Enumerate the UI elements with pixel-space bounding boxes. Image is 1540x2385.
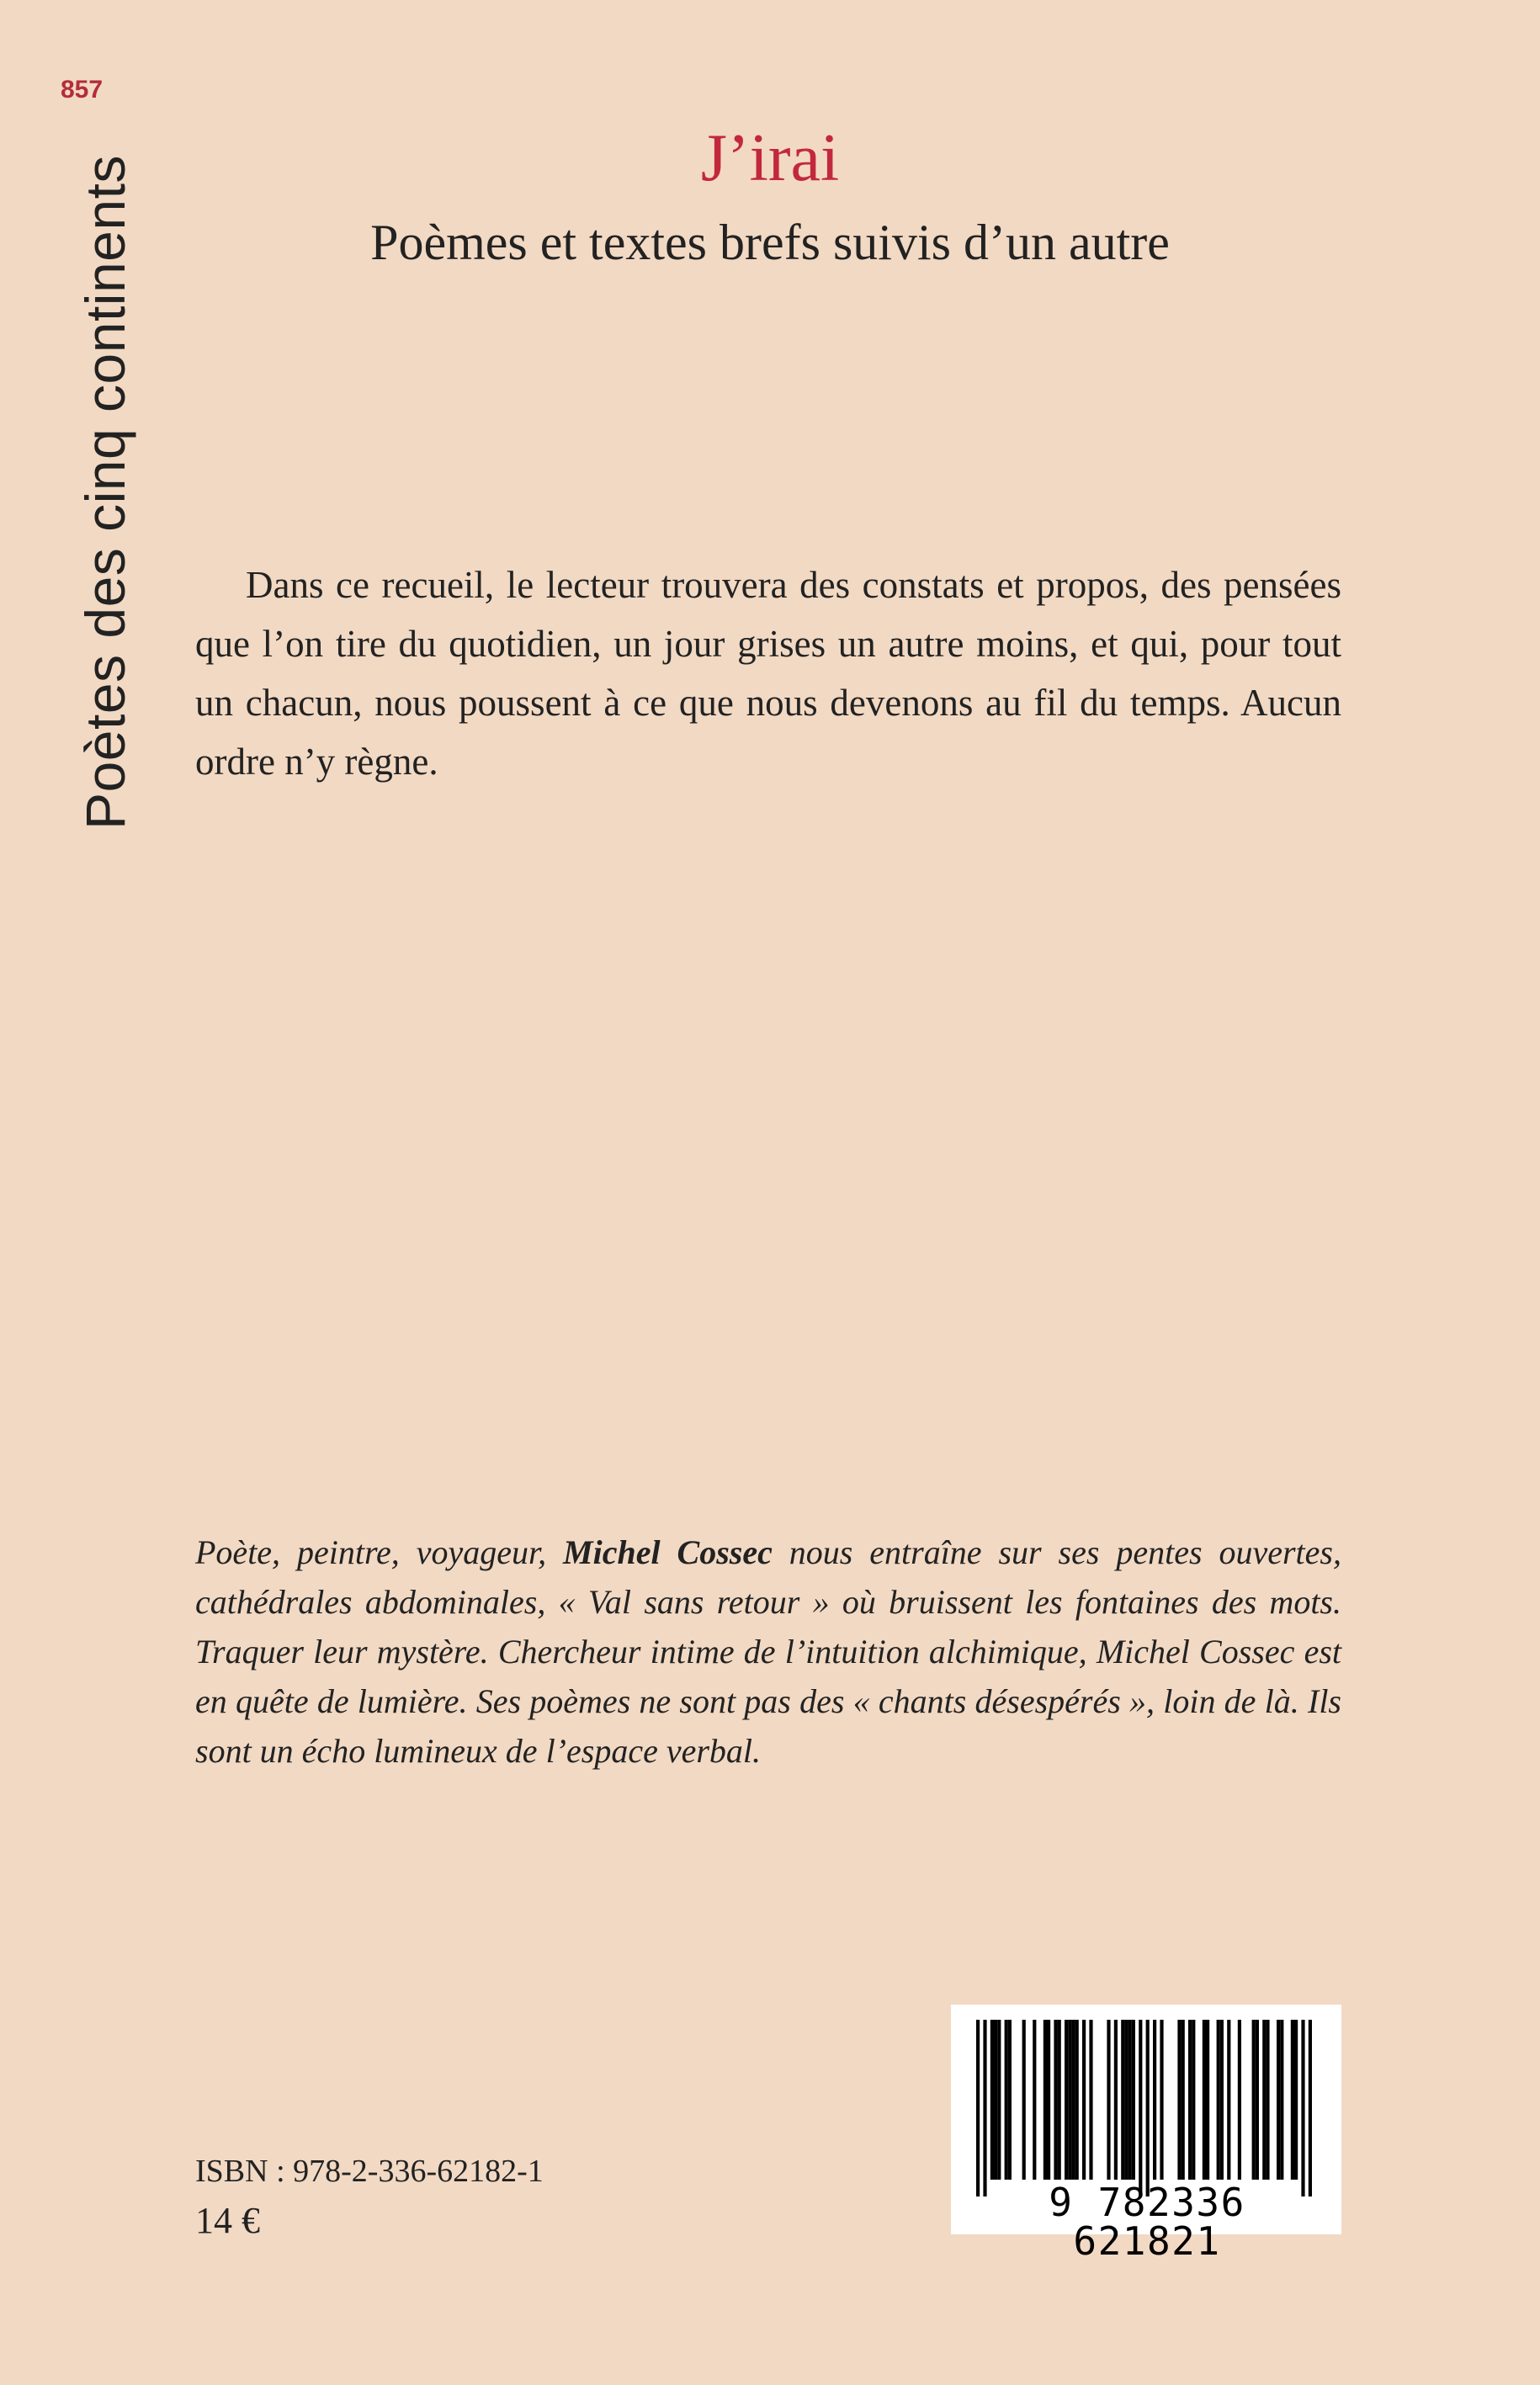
barcode-bar: [1065, 2020, 1068, 2180]
price-label: 14 €: [195, 2200, 260, 2241]
author-bio-intro: Poète, peintre, voyageur,: [195, 1533, 564, 1571]
barcode-bar: [1033, 2020, 1036, 2180]
barcode-bar: [1262, 2020, 1266, 2180]
barcode-bar: [1107, 2020, 1110, 2180]
barcode-bar: [1301, 2020, 1304, 2196]
barcode-bar: [1139, 2020, 1142, 2196]
barcode-bar: [983, 2020, 986, 2196]
barcode-bar: [1256, 2020, 1259, 2180]
barcode-bar: [1124, 2020, 1128, 2180]
barcode-bar: [1203, 2020, 1206, 2180]
barcode-bar: [997, 2020, 1001, 2180]
barcode-bar: [990, 2020, 994, 2180]
barcode-bar: [1217, 2020, 1220, 2180]
barcode-bar: [1132, 2020, 1135, 2180]
barcode-bar: [1068, 2020, 1071, 2180]
barcode-bar: [1192, 2020, 1195, 2180]
barcode-bar: [1005, 2020, 1008, 2180]
barcode-bar: [1058, 2020, 1061, 2180]
barcode-bar: [1114, 2020, 1118, 2180]
series-name: Poètes des cinq continents: [74, 155, 136, 830]
barcode-bar: [1121, 2020, 1124, 2180]
series-number: 857: [61, 76, 104, 104]
barcode-bar: [1280, 2020, 1283, 2180]
barcode-bar: [1047, 2020, 1050, 2180]
barcode-bar: [1082, 2020, 1086, 2180]
barcode-bar: [1206, 2020, 1209, 2180]
barcode-bar: [1043, 2020, 1047, 2180]
barcode-bar: [1071, 2020, 1075, 2180]
barcode-bar: [1227, 2020, 1230, 2180]
barcode-bar: [994, 2020, 997, 2180]
author-bio: [195, 1527, 1341, 1776]
barcode-bar: [1220, 2020, 1224, 2180]
author-bio-text: nous entraîne sur ses pentes ouvertes, cathédrales abdominales, « Val sans retour » où bruissent les fontaines des mots. Traquer leur mystère. Chercheur intime de l’intuition alchimique, Michel Cossec est en quête de lumière. Ses poèmes ne sont pas des « chants désespérés », loin de là. Ils sont un écho lumineux de l’espace verbal.: [195, 1533, 1341, 1770]
barcode-bar: [1309, 2020, 1312, 2196]
barcode-bar: [1188, 2020, 1192, 2180]
barcode-bar: [976, 2020, 980, 2196]
barcode-bar: [1277, 2020, 1280, 2180]
barcode-bar: [1294, 2020, 1298, 2180]
barcode-bar: [1252, 2020, 1256, 2180]
author-name: Michel Cossec: [563, 1533, 773, 1571]
barcode-bar: [1075, 2020, 1079, 2180]
barcode-bar: [1238, 2020, 1241, 2180]
barcode-bar: [1089, 2020, 1092, 2180]
book-subtitle: Poèmes et textes brefs suivis d’un autre: [370, 215, 1170, 270]
barcode: [951, 2005, 1341, 2264]
barcode-bar: [1153, 2020, 1156, 2180]
isbn-label: ISBN : 978-2-336-62182-1: [195, 2154, 544, 2189]
barcode-bar: [1022, 2020, 1026, 2180]
barcode-bar: [1008, 2020, 1012, 2180]
barcode-bar: [1146, 2020, 1150, 2196]
barcode-bar: [1182, 2020, 1185, 2180]
barcode-bar: [1291, 2020, 1294, 2180]
barcode-digits: 9 782336 621821: [1049, 2180, 1245, 2264]
book-blurb: Dans ce recueil, le lecteur trouvera des constats et propos, des pensées que l’on tire du quotidien, un jour grises un autre moins, et qui, pour tout un chacun, nous poussent à ce que nous devenons au fil du temps. Aucun ordre n’y règne.: [195, 564, 1341, 783]
book-title: J’irai: [700, 121, 840, 195]
barcode-bar: [1177, 2020, 1181, 2180]
barcode-bar: [1128, 2020, 1132, 2180]
barcode-bar: [1266, 2020, 1269, 2180]
barcode-bar: [1160, 2020, 1163, 2180]
barcode-bar: [1054, 2020, 1057, 2180]
